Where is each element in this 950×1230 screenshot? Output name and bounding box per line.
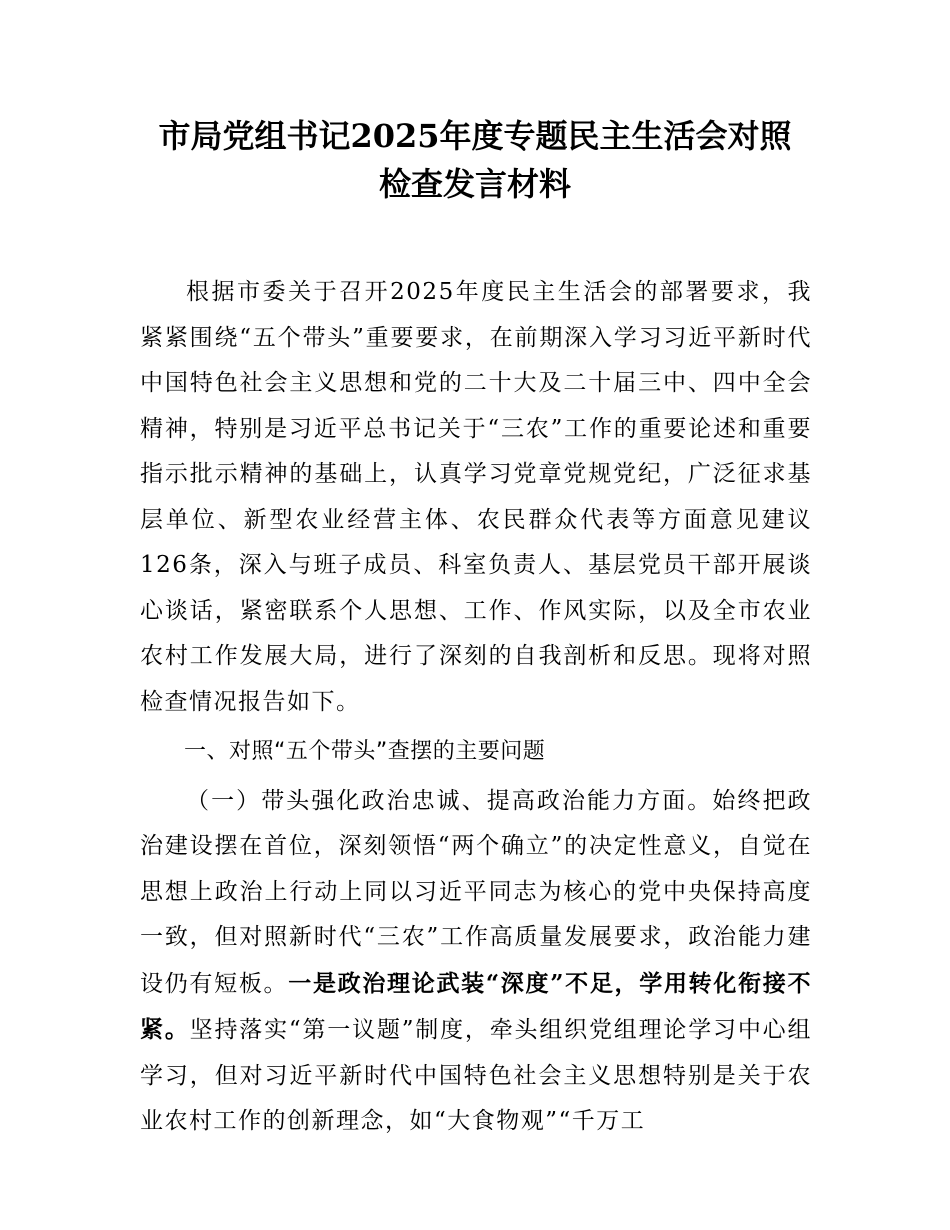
- document-body: [140, 270, 812, 1145]
- subsection-bold-point: 一是政治理论武装“深度”不足，学用转化衔接不紧。: [140, 969, 812, 1043]
- title-line-2: 检查发言材料: [378, 165, 571, 203]
- section-heading: 一、对照“五个带头”查摆的主要问题: [184, 739, 546, 764]
- subsection-text-part1: （一）带头强化政治忠诚、提高政治能力方面。始终把政治建设摆在首位，深刻领悟“两个确立”的决定性意义，自觉在思想上政治上行动上同以习近平同志为核心的党中央保持高度一致，但对照新时代“三农”工作高质量发展要求，政治能力建设仍有短板。: [140, 787, 812, 997]
- subsection-paragraph: [140, 779, 812, 1145]
- intro-paragraph: 根据市委关于召开2025年度民主生活会的部署要求，我紧紧围绕“五个带头”重要要求，在前期深入学习习近平新时代中国特色社会主义思想和党的二十大及二十届三中、四中全会精神，特别是习近平总书记关于“三农”工作的重要论述和重要指示批示精神的基础上，认真学习党章党规党纪，广泛征求基层单位、新型农业经营主体、农民群众代表等方面意见建议126条，深入与班子成员、科室负责人、基层党员干部开展谈心谈话，紧密联系个人思想、工作、作风实际，以及全市农业农村工作发展大局，进行了深刻的自我剖析和反思。现将对照检查情况报告如下。: [140, 279, 812, 715]
- subsection-text-part2: 坚持落实“第一议题”制度，牵头组织党组理论学习中心组学习，但对习近平新时代中国特色社会主义思想特别是关于农业农村工作的创新理念，如“大食物观”“千万工: [140, 1017, 812, 1134]
- document-title: [100, 112, 850, 208]
- title-line-1: 市局党组书记2025年度专题民主生活会对照: [158, 117, 792, 155]
